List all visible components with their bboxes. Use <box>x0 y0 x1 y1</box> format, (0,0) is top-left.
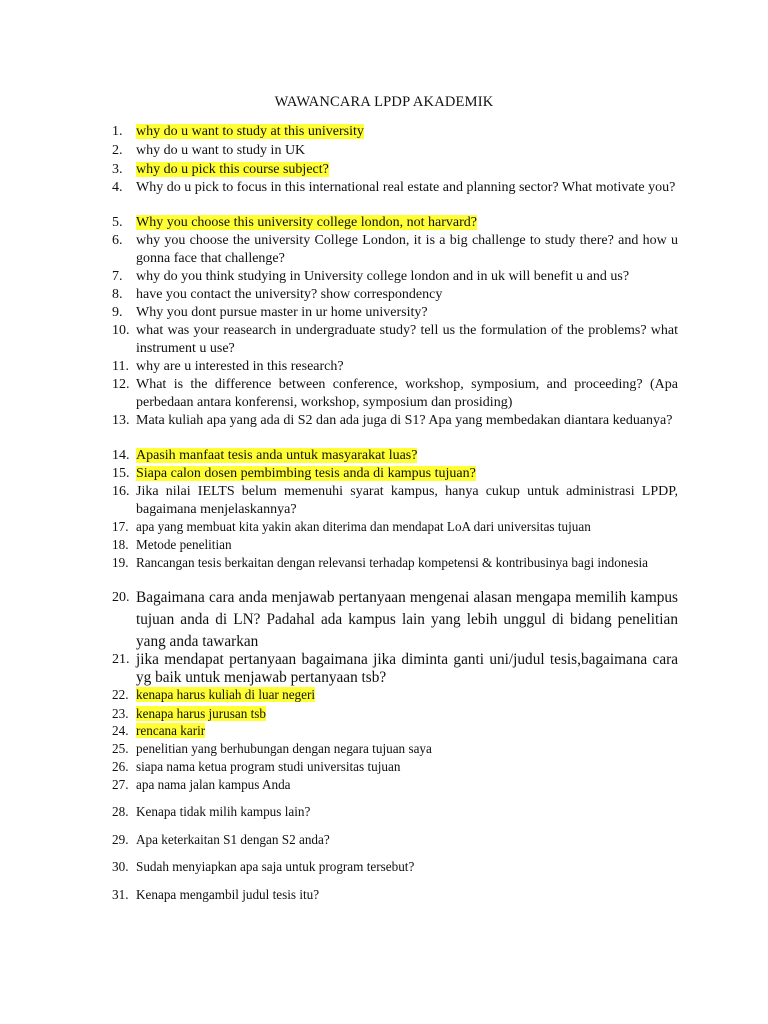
question-item <box>112 518 678 536</box>
question-number: 17. <box>112 519 129 534</box>
question-number: 25. <box>112 741 129 756</box>
question-text: why do u want to study in UK <box>136 143 306 158</box>
question-item <box>112 554 678 572</box>
question-text: siapa nama ketua program studi universitas tujuan <box>136 759 401 774</box>
question-text: Rancangan tesis berkaitan dengan relevansi terhadap kompetensi & kontribusinya bagi indonesia <box>136 555 648 570</box>
question-text: Bagaimana cara anda menjawab pertanyaan mengenai alasan mengapa memilih kampus tujuan anda di LN? Padahal ada kampus lain yang lebih unggul di bidang penelitian yang anda tawarkan <box>136 589 678 650</box>
question-number: 23. <box>112 706 129 721</box>
question-item <box>112 758 678 776</box>
question-text: Why you choose this university college london, not harvard? <box>136 215 477 230</box>
question-number: 30. <box>112 859 129 874</box>
question-item <box>112 412 678 430</box>
question-text: Mata kuliah apa yang ada di S2 dan ada juga di S1? Apa yang membedakan diantara keduanya? <box>136 413 673 428</box>
question-number: 22. <box>112 687 129 702</box>
question-text: why do you think studying in University college london and in uk will benefit u and us? <box>136 269 630 284</box>
question-number: 15. <box>112 466 130 481</box>
question-text: what was your reasearch in undergraduate study? tell us the formulation of the problems? what instrument u use? <box>136 323 678 356</box>
question-item <box>112 722 678 740</box>
question-item <box>112 776 678 794</box>
question-text: Metode penelitian <box>136 537 232 552</box>
question-item <box>112 651 678 687</box>
question-item <box>112 214 678 232</box>
document-title: WAWANCARA LPDP AKADEMIK <box>274 94 494 110</box>
question-text: Sudah menyiapkan apa saja untuk program tersebut? <box>136 859 415 874</box>
question-number: 8. <box>112 287 123 302</box>
question-number: 21. <box>112 652 130 667</box>
question-text: Kenapa mengambil judul tesis itu? <box>136 887 320 902</box>
question-text: why do u want to study at this university <box>136 124 364 139</box>
question-number: 13. <box>112 413 130 428</box>
question-text: kenapa harus kuliah di luar negeri <box>136 687 316 702</box>
question-text: Why you dont pursue master in ur home university? <box>136 305 428 320</box>
question-number: 3. <box>112 162 123 177</box>
question-number: 1. <box>112 124 123 139</box>
question-number: 28. <box>112 804 129 819</box>
question-text: Why do u pick to focus in this international real estate and planning sector? What motivate you? <box>136 180 676 195</box>
question-number: 26. <box>112 759 129 774</box>
question-item <box>112 142 678 160</box>
question-text: apa yang membuat kita yakin akan diterima dan mendapat LoA dari universitas tujuan <box>136 519 591 534</box>
question-number: 2. <box>112 143 123 158</box>
question-text: Siapa calon dosen pembimbing tesis anda di kampus tujuan? <box>136 466 476 481</box>
question-number: 16. <box>112 484 130 499</box>
question-number: 24. <box>112 723 129 738</box>
question-number: 14. <box>112 448 130 463</box>
question-item <box>112 483 678 518</box>
question-item <box>112 536 678 554</box>
question-item <box>112 447 678 465</box>
question-item <box>112 740 678 758</box>
question-text: apa nama jalan kampus Anda <box>136 777 291 792</box>
question-item <box>112 803 678 821</box>
question-text: jika mendapat pertanyaan bagaimana jika diminta ganti uni/judul tesis,bagaimana cara yg baik untuk menjawab pertanyaan tsb? <box>136 651 678 686</box>
question-number: 4. <box>112 180 123 195</box>
question-item <box>112 286 678 304</box>
question-number: 5. <box>112 215 123 230</box>
question-text: rencana karir <box>136 723 206 738</box>
question-number: 12. <box>112 377 130 392</box>
question-item <box>112 376 678 411</box>
question-number: 29. <box>112 832 129 847</box>
question-text: why are u interested in this research? <box>136 359 344 374</box>
question-item <box>112 705 678 723</box>
question-item <box>112 232 678 267</box>
question-text: What is the difference between conference, workshop, symposium, and proceeding? (Apa perbedaan antara konferensi, workshop, symposium dan prosiding) <box>136 377 678 410</box>
question-text: Kenapa tidak milih kampus lain? <box>136 804 311 819</box>
question-item <box>112 886 678 904</box>
question-number: 11. <box>112 359 129 374</box>
question-number: 27. <box>112 777 129 792</box>
question-number: 19. <box>112 555 129 570</box>
question-text: why do u pick this course subject? <box>136 162 329 177</box>
question-item <box>112 268 678 286</box>
question-number: 10. <box>112 323 130 338</box>
question-item <box>112 465 678 483</box>
question-item <box>112 831 678 849</box>
question-text: Apa keterkaitan S1 dengan S2 anda? <box>136 832 330 847</box>
question-item <box>112 123 678 141</box>
question-item <box>112 161 678 179</box>
question-item <box>112 304 678 322</box>
question-item <box>112 858 678 876</box>
question-number: 6. <box>112 233 123 248</box>
question-text: penelitian yang berhubungan dengan negara tujuan saya <box>136 741 432 756</box>
question-item <box>112 686 678 704</box>
question-text: why you choose the university College London, it is a big challenge to study there? and how u gonna face that challenge? <box>136 233 678 266</box>
question-number: 18. <box>112 537 129 552</box>
question-number: 20. <box>112 590 130 605</box>
question-item <box>112 179 678 197</box>
question-number: 31. <box>112 887 129 902</box>
question-item <box>112 322 678 357</box>
question-number: 9. <box>112 305 123 320</box>
question-text: have you contact the university? show correspondency <box>136 287 443 302</box>
question-number: 7. <box>112 269 123 284</box>
question-text: kenapa harus jurusan tsb <box>136 706 267 721</box>
question-text: Jika nilai IELTS belum memenuhi syarat kampus, hanya cukup untuk administrasi LPDP, bagaimana menjelaskannya? <box>136 484 678 517</box>
question-text: Apasih manfaat tesis anda untuk masyarakat luas? <box>136 448 418 463</box>
question-item <box>112 358 678 376</box>
question-item <box>112 587 678 653</box>
